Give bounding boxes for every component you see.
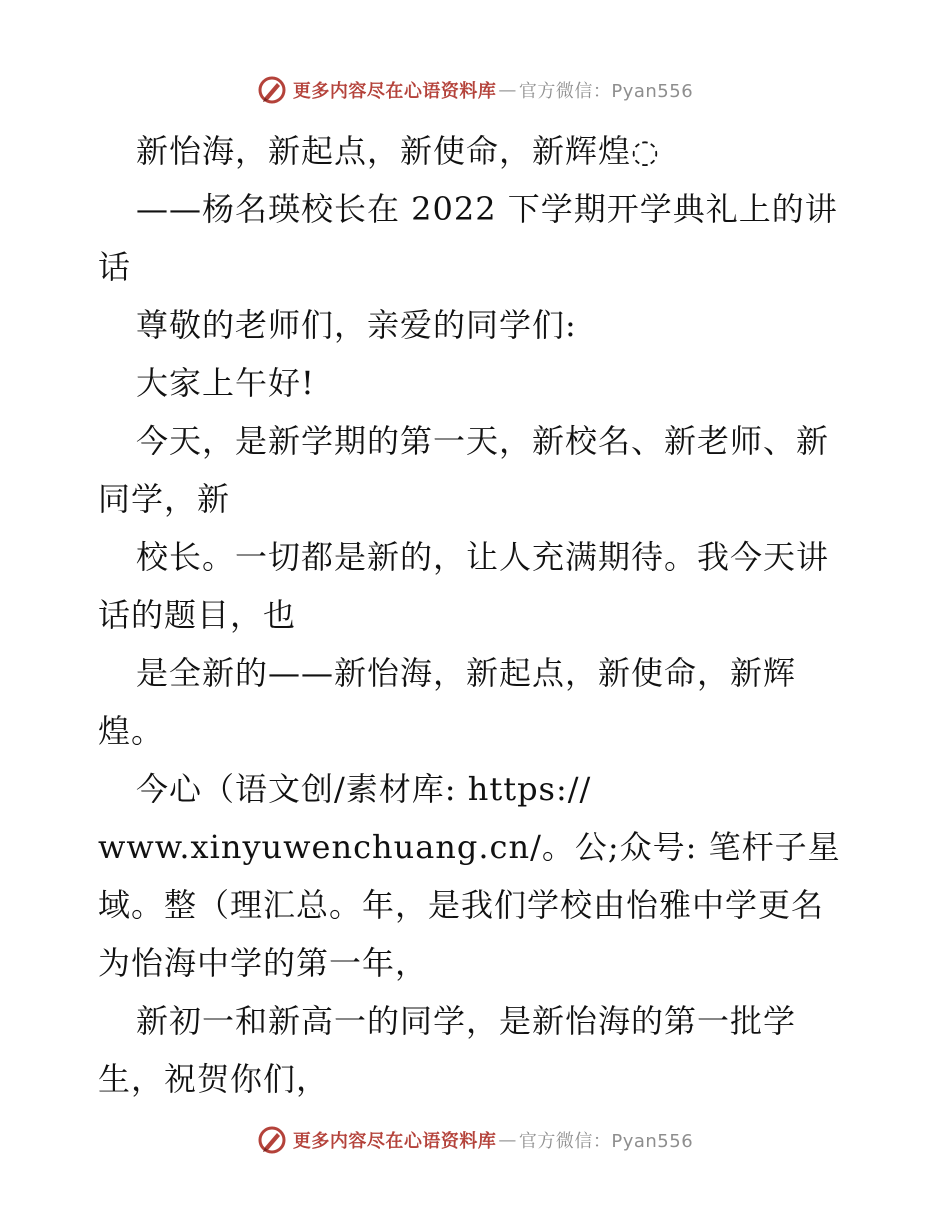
paragraph-line: 是全新的——新怡海，新起点，新使命，新辉 <box>136 654 797 692</box>
footer-watermark <box>0 1122 950 1158</box>
paragraph-line: 新初一和新高一的同学，是新怡海的第一批学 <box>136 1002 797 1040</box>
paragraph-line: www.xinyuwenchuang.cn/。公;众号: 笔杆子星 <box>98 828 841 866</box>
document-subtitle: ——杨名瑛校长在 2022 下学期开学典礼上的讲 <box>136 190 838 228</box>
greeting-line: 尊敬的老师们，亲爱的同学们: <box>136 306 577 344</box>
paragraph-line: 同学，新 <box>98 480 231 518</box>
watermark-dash: — <box>498 1129 517 1151</box>
watermark-dash: — <box>498 79 517 101</box>
paragraph-line: 今心（语文创/素材库: https:// <box>136 770 592 808</box>
pen-logo-icon <box>257 75 287 105</box>
paragraph-line: 为怡海中学的第一年， <box>98 944 429 982</box>
watermark-contact: 官方微信：Pyan556 <box>518 1131 694 1152</box>
paragraph-line: 今天，是新学期的第一天，新校名、新老师、新 <box>136 422 830 460</box>
paragraph-line: 校长。一切都是新的，让人充满期待。我今天讲 <box>136 538 830 576</box>
paragraph-line: 生，祝贺你们， <box>98 1060 330 1098</box>
greeting-line: 大家上午好! <box>136 364 315 402</box>
watermark-contact: 官方微信：Pyan556 <box>518 81 694 102</box>
paragraph-line: 话的题目，也 <box>98 596 297 634</box>
document-body <box>98 122 858 1108</box>
pen-logo-icon <box>257 1125 287 1155</box>
watermark-text: 更多内容尽在心语资料库 <box>292 1131 497 1152</box>
document-title: 新怡海，新起点，新使命，新辉煌◌ <box>136 132 660 170</box>
document-subtitle-continued: 话 <box>98 248 132 286</box>
watermark-text: 更多内容尽在心语资料库 <box>292 81 497 102</box>
paragraph-line: 域。整（理汇总。年，是我们学校由怡雅中学更名 <box>98 886 825 924</box>
paragraph-line: 煌。 <box>98 712 165 750</box>
header-watermark <box>0 72 950 108</box>
